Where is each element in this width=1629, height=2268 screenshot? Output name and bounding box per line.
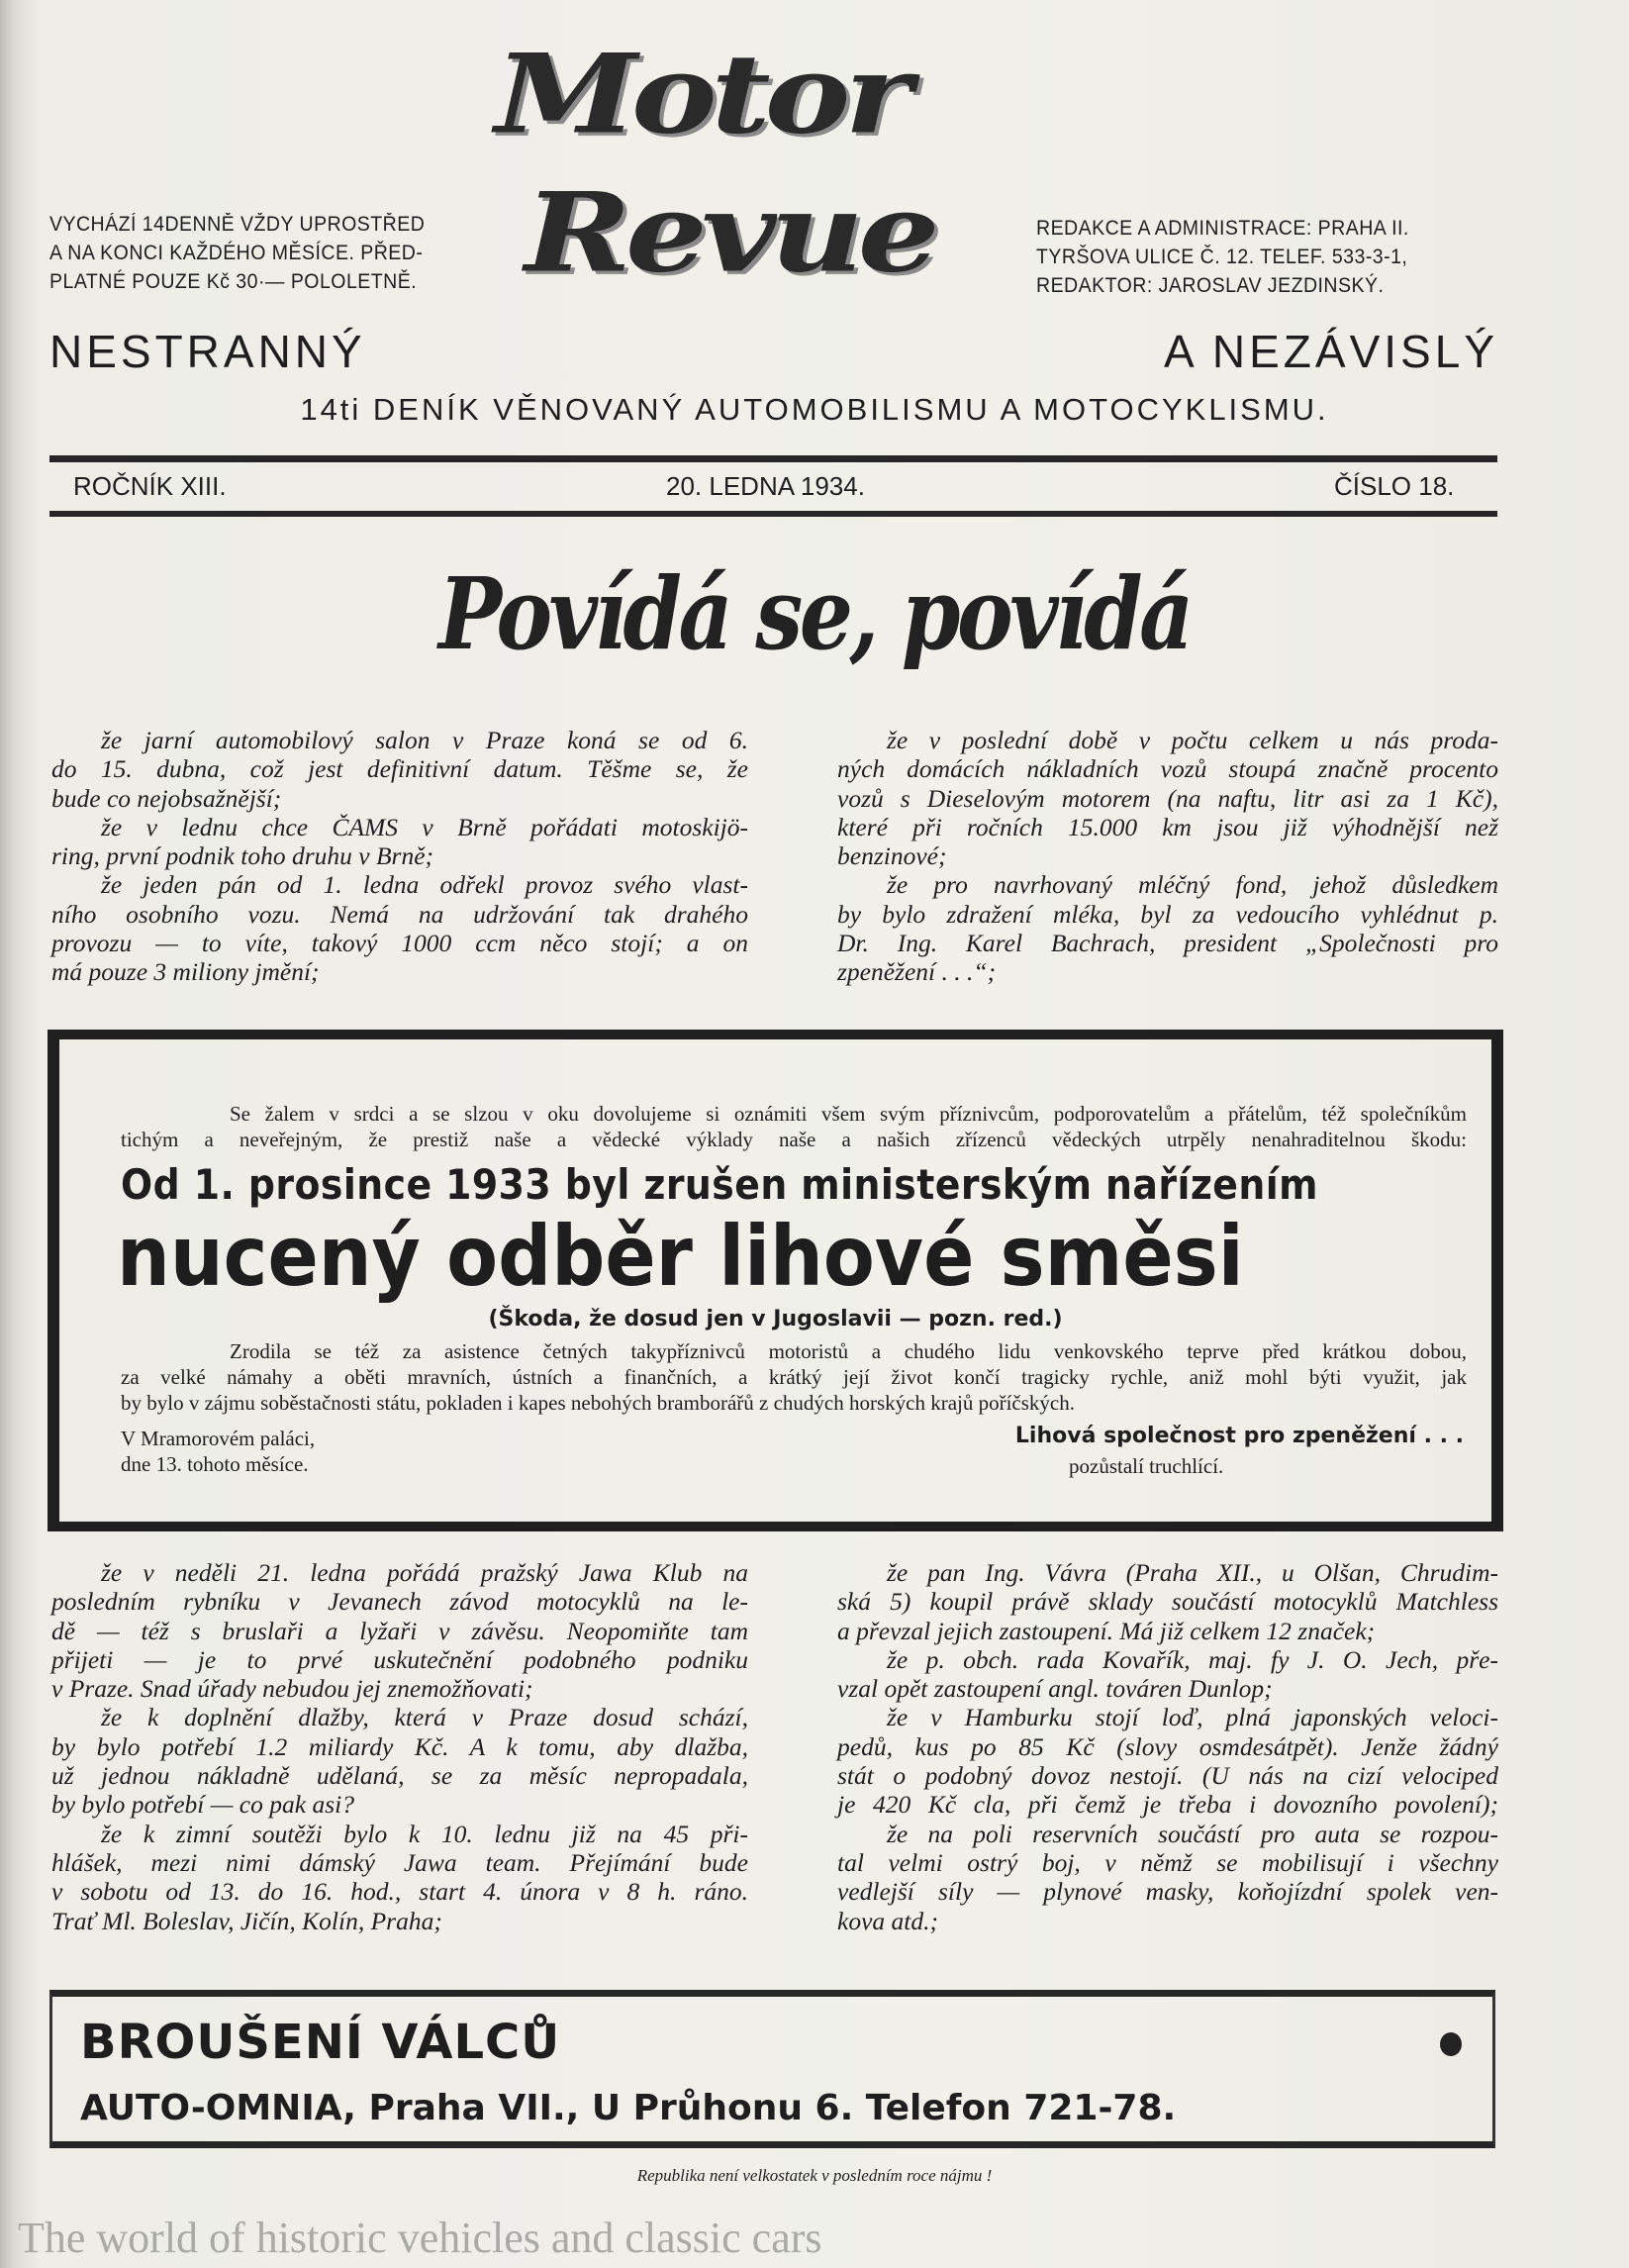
- notice-subline: (Škoda, že dosud jen v Jugoslavii — pozn. red.): [488, 1307, 1063, 1331]
- text-line: by bylo zdražení mléka, byl za vedoucího vyhlédnut p.: [837, 899, 1498, 929]
- notice-paragraph: Zrodila se též za asistence četných takypříznivců motoristů a chudého lidu venkovského teprve před krátkou dobou,: [230, 1339, 1467, 1363]
- text-line: posledním rybníku v Jevanech závod motocyklů na le-: [51, 1587, 748, 1617]
- motto-left: NESTRANNÝ: [49, 326, 366, 377]
- text-line: ního osobního vozu. Nemá na udržování tak drahého: [51, 899, 748, 929]
- issue-date: 20. LEDNA 1934.: [666, 471, 865, 501]
- text-line: že v Hamburku stojí loď, plná japonských veloci-: [887, 1703, 1498, 1732]
- advert-title: BROUŠENÍ VÁLCŮ: [80, 2015, 561, 2070]
- text-line: že v neděli 21. ledna pořádá pražský Jawa Klub na: [101, 1558, 748, 1587]
- editorial-info: [1036, 214, 1409, 300]
- column-bottom-left: [51, 1558, 748, 1935]
- column-top-right: [837, 726, 1498, 987]
- text-line: a převzal jejich zastoupení. Má již celkem 12 značek;: [837, 1616, 1376, 1645]
- notice-date: dne 13. tohoto měsíce.: [121, 1452, 309, 1476]
- info-line: REDAKCE A ADMINISTRACE: PRAHA II.: [1036, 217, 1409, 240]
- text-line: že k zimní soutěži bylo k 10. lednu již na 45 při-: [101, 1819, 748, 1848]
- notice-headline-big: nucený odběr lihové směsi: [117, 1208, 1244, 1305]
- rule-bottom: [49, 511, 1497, 517]
- advert-box: [49, 1990, 1495, 2148]
- text-line: že v lednu chce ČAMS v Brně pořádati motoskijö-: [101, 812, 748, 841]
- info-line: TYRŠOVA ULICE Č. 12. TELEF. 533-3-1,: [1036, 246, 1408, 268]
- text-line: provozu — to víte, takový 1000 ccm něco stojí; a on: [51, 929, 748, 958]
- issue-number: ČÍSLO 18.: [1334, 471, 1455, 501]
- text-line: že v poslední době v počtu celkem u nás proda-: [887, 726, 1498, 754]
- text-line: vozů s Dieselovým motorem (na naftu, litr asi za 1 Kč),: [837, 783, 1498, 813]
- text-line: ská 5) koupil právě sklady součástí motocyklů Matchless: [837, 1587, 1498, 1617]
- info-line: VYCHÁZÍ 14DENNĚ VŽDY UPROSTŘED: [49, 213, 426, 236]
- volume: ROČNÍK XIII.: [73, 471, 227, 501]
- rule-top: [49, 455, 1497, 462]
- notice-paragraph: za velké námahy a oběti mravních, ústních a finančních, a krátký její život končí tragicky rychle, aniž mohl býti využit, jak: [121, 1365, 1467, 1389]
- bullet-dot-icon: [1440, 2032, 1462, 2056]
- text-line: tal velmi ostrý boj, v němž se mobilisují i všechny: [837, 1847, 1498, 1877]
- text-line: dě — též s bruslaři a lyžaři v závěsu. Neopomiňte tam: [51, 1616, 748, 1645]
- text-line: kova atd.;: [837, 1906, 938, 1935]
- text-line: bude co nejobsažnější;: [51, 783, 282, 813]
- logo-word-revue: Revue: [525, 167, 934, 297]
- info-line: A NA KONCI KAŽDÉHO MĚSÍCE. PŘED-: [49, 242, 424, 264]
- subscription-info: [49, 210, 425, 296]
- column-bottom-right: [837, 1558, 1498, 1935]
- text-line: pedů, kus po 85 Kč (slovy osmdesátpět). Jenže žádný: [837, 1731, 1498, 1761]
- text-line: že p. obch. rada Kovařík, maj. fy J. O. Jech, pře-: [887, 1644, 1498, 1674]
- text-line: benzinové;: [837, 841, 947, 871]
- text-line: má pouze 3 miliony jmění;: [51, 957, 320, 987]
- text-line: že jarní automobilový salon v Praze koná se od 6.: [101, 726, 748, 754]
- notice-box: [48, 1030, 1503, 1531]
- notice-intro: Se žalem v srdci a se slzou v oku dovolujeme si oznámiti všem svým příznivcům, podporovatelům a přátelům, též společníkům: [230, 1102, 1467, 1126]
- text-line: vzal opět zastoupení angl. továren Dunlop;: [837, 1674, 1273, 1704]
- text-line: Dr. Ing. Karel Bachrach, president „Společnosti pro: [837, 929, 1498, 958]
- notice-place: V Mramorovém paláci,: [121, 1427, 316, 1450]
- info-line: REDAKTOR: JAROSLAV JEZDINSKÝ.: [1036, 274, 1385, 297]
- advert-address: AUTO-OMNIA, Praha VII., U Průhonu 6. Telefon 721-78.: [80, 2088, 1177, 2128]
- article-title: Povídá se, povídá: [438, 555, 1191, 672]
- notice-signature: Lihová společnost pro zpeněžení . . .: [1014, 1424, 1464, 1448]
- text-line: už jednou nákladně udělaná, se za měsíc nepropadala,: [51, 1761, 748, 1791]
- text-line: je 420 Kč cla, při čemž je třeba i dovozního povolení);: [837, 1790, 1498, 1820]
- text-line: Trať Ml. Boleslav, Jičín, Kolín, Praha;: [51, 1906, 442, 1935]
- text-line: že pro navrhovaný mléčný fond, jehož důsledkem: [887, 870, 1498, 900]
- text-line: že na poli reservních součástí pro auta se rozpou-: [887, 1819, 1498, 1848]
- text-line: v Praze. Snad úřady nebudou jej znemožňovati;: [51, 1674, 533, 1704]
- logo-word-motor: Motor: [495, 29, 907, 158]
- text-line: že k doplnění dlažby, která v Praze dosud schází,: [101, 1703, 748, 1732]
- text-line: ring, první podnik toho druhu v Brně;: [51, 841, 433, 871]
- text-line: hlášek, mezi nimi dámský Jawa team. Přejímání bude: [51, 1847, 748, 1877]
- masthead-logo: [465, 29, 1039, 356]
- tagline: 14ti DENÍK VĚNOVANÝ AUTOMOBILISMU A MOTOCYKLISMU.: [300, 392, 1329, 427]
- text-line: do 15. dubna, což jest definitivní datum. Těšme se, že: [51, 754, 748, 784]
- text-line: zpeněžení . . .“;: [837, 957, 997, 987]
- text-line: které při ročních 15.000 km jsou již výhodnější než: [837, 812, 1498, 841]
- text-line: v sobotu od 13. do 16. hod., start 4. února v 8 h. ráno.: [51, 1877, 748, 1907]
- text-line: že pan Ing. Vávra (Praha XII., u Olšan, Chrudim-: [887, 1558, 1498, 1587]
- column-top-left: [51, 726, 748, 987]
- footer-motto: Republika není velkostatek v posledním roce nájmu !: [636, 2166, 993, 2185]
- text-line: stát o podobný dovoz nestojí. (U nás na cizí velociped: [837, 1761, 1498, 1791]
- text-line: přijeti — je to prvé uskutečnění podobného podniku: [51, 1644, 748, 1674]
- text-line: by bylo potřebí — co pak asi?: [51, 1790, 354, 1820]
- text-line: vedlejší síly — plynové masky, koňojízdní spolek ven-: [837, 1877, 1498, 1907]
- motto-right: A NEZÁVISLÝ: [1163, 326, 1498, 377]
- text-line: ných domácích nákladních vozů stoupá značně procento: [837, 754, 1498, 784]
- watermark-slogan: The world of historic vehicles and classic cars: [18, 2214, 822, 2262]
- notice-headline: Od 1. prosince 1933 byl zrušen ministerským nařízením: [121, 1160, 1318, 1209]
- notice-intro: tichým a neveřejným, že prestiž naše a vědecké výklady naše a našich zřízenců vědeckých utrpěly nenahraditelnou škodu:: [121, 1128, 1467, 1151]
- text-line: že jeden pán od 1. ledna odřekl provoz svého vlast-: [101, 870, 748, 900]
- text-line: by bylo potřebí 1.2 miliardy Kč. A k tomu, aby dlažba,: [51, 1731, 748, 1761]
- info-line: PLATNÉ POUZE Kč 30·— POLOLETNĚ.: [49, 270, 418, 293]
- notice-mourners: pozůstalí truchlící.: [1069, 1454, 1224, 1478]
- notice-paragraph: by bylo v zájmu soběstačnosti státu, pokladen i kapes nebohých bramborářů z chudých horských krajů poříčských.: [121, 1391, 1076, 1415]
